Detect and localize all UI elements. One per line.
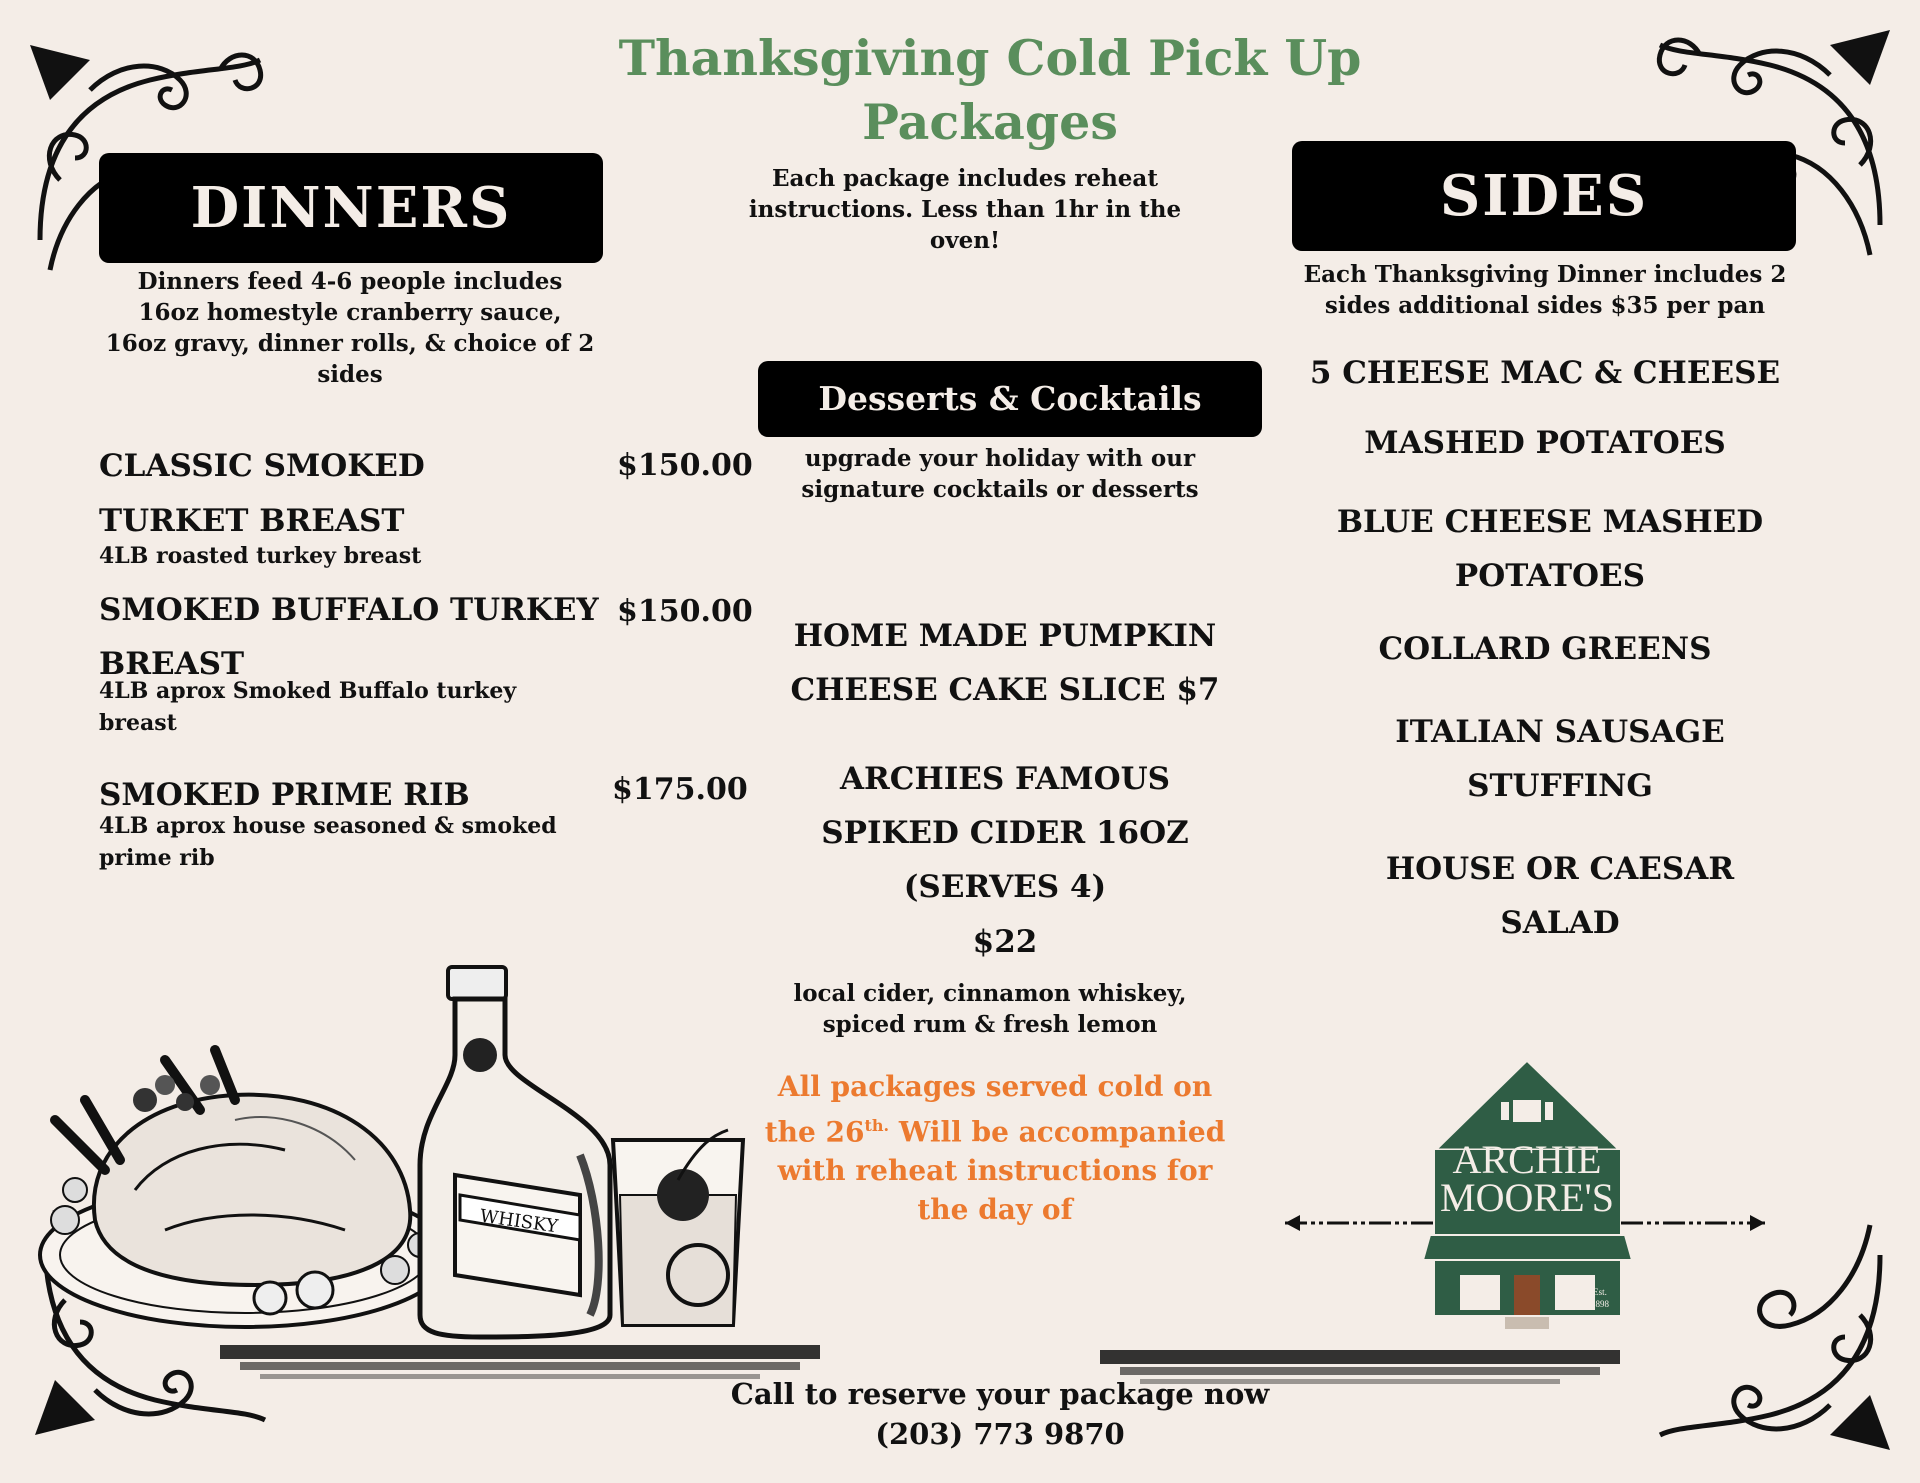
side-item-6: HOUSE OR CAESAR SALAD [1385, 851, 1735, 941]
sides-heading: SIDES [1292, 141, 1796, 251]
dessert-pumpkin-line2: CHEESE CAKE SLICE $7 [790, 672, 1220, 708]
cocktail-glass-illustration [608, 1125, 748, 1335]
whisky-label-text: WHISKY [478, 1205, 560, 1238]
notice-text-a: All packages served cold on the 26 [764, 1070, 1213, 1149]
cocktail-cider-desc: local cider, cinnamon whiskey, spiced rum & fresh lemon [793, 980, 1187, 1038]
notice-superscript: th. [864, 1116, 890, 1135]
desserts-heading: Desserts & Cocktails [758, 361, 1262, 437]
logo-text-archie: ARCHIE [1452, 1137, 1602, 1182]
turkey-platter-illustration [25, 1040, 455, 1340]
sides-intro: Each Thanksgiving Dinner includes 2 sides additional sides $35 per pan [1303, 261, 1787, 319]
archie-moores-logo [1280, 1055, 1770, 1355]
dinner-item-2-price: $150.00 [617, 594, 753, 629]
reheat-note: Each package includes reheat instructions. Less than 1hr in the oven! [748, 165, 1182, 254]
dinner-item-1-desc: 4LB roasted turkey breast [99, 543, 422, 569]
notice-text-b: Will be accompanied with reheat instructions for the day of [777, 1115, 1226, 1227]
dessert-pumpkin-line1: HOME MADE PUMPKIN [793, 618, 1217, 654]
dinner-item-1-price: $150.00 [617, 448, 753, 483]
dinners-intro: Dinners feed 4-6 people includes 16oz homestyle cranberry sauce, 16oz gravy, dinner rolls, & choice of 2 sides [105, 268, 595, 388]
logo-est: Est. [1593, 1287, 1607, 1297]
side-item-4: COLLARD GREENS [1378, 631, 1712, 667]
dinner-item-2-desc: 4LB aprox Smoked Buffalo turkey breast [99, 678, 517, 736]
cocktail-cider-price: $22 [972, 924, 1038, 960]
page-title: Thanksgiving Cold Pick Up Packages [618, 29, 1362, 151]
side-item-1: 5 CHEESE MAC & CHEESE [1309, 355, 1781, 391]
dinner-item-3-name: SMOKED PRIME RIB [99, 777, 470, 813]
footer-cta: Call to reserve your package now [730, 1377, 1270, 1411]
footer-phone[interactable]: (203) 773 9870 [875, 1417, 1125, 1451]
dinners-heading: DINNERS [99, 153, 603, 263]
dinner-item-2-name-line2: BREAST [99, 646, 245, 682]
logo-text-moores: MOORE'S [1440, 1175, 1614, 1220]
whisky-bottle-illustration [430, 965, 630, 1340]
side-item-2: MASHED POTATOES [1364, 425, 1726, 461]
cocktail-cider-line1: ARCHIES FAMOUS [839, 761, 1171, 797]
dinner-item-1-name-line1: CLASSIC SMOKED [99, 448, 425, 484]
dinner-item-2-name-line1: SMOKED BUFFALO TURKEY [99, 592, 599, 628]
cocktail-cider-line3: (SERVES 4) [903, 869, 1107, 905]
cocktail-cider-line2: SPIKED CIDER 16OZ [821, 815, 1189, 851]
dinner-item-3-price: $175.00 [612, 772, 748, 807]
side-item-3: BLUE CHEESE MASHED POTATOES [1336, 504, 1764, 594]
dinner-item-1-name-line2: TURKET BREAST [99, 503, 405, 539]
side-item-5: ITALIAN SAUSAGE STUFFING [1395, 714, 1725, 804]
desserts-intro: upgrade your holiday with our signature cocktails or desserts [801, 445, 1199, 503]
cold-pickup-notice [760, 1067, 1230, 1229]
dinner-item-3-desc: 4LB aprox house seasoned & smoked prime rib [99, 813, 557, 871]
logo-year: 1898 [1591, 1299, 1609, 1309]
